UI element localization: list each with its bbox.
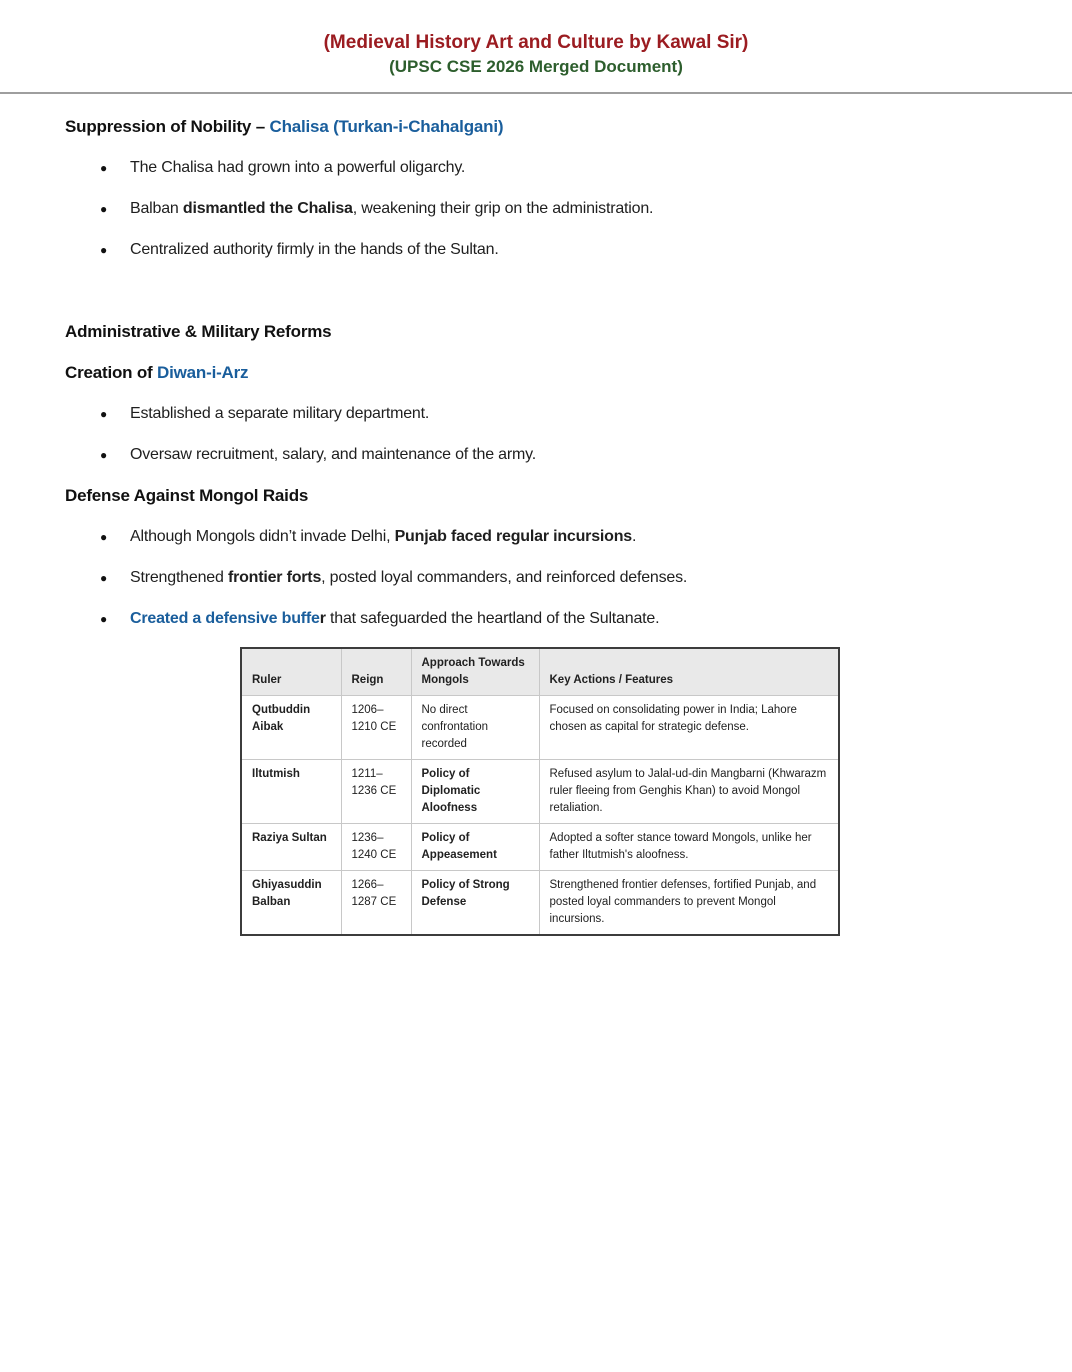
bullet-icon: ●: [100, 447, 108, 462]
doc-body: [0, 94, 1072, 936]
cell-actions: Strengthened frontier defenses, fortified Punjab, and posted loyal commanders to prevent Mongol incursions.: [539, 871, 839, 936]
section-heading-administrative-military-reforms: Administrative & Military Reforms: [65, 321, 332, 341]
list-item-text: [130, 200, 653, 218]
cell-actions: Adopted a softer stance toward Mongols, unlike her father Iltutmish's aloofness.: [539, 824, 839, 871]
list-item-text: [130, 528, 636, 546]
cell-reign: 1236–1240 CE: [341, 824, 411, 871]
cell-reign: 1206–1210 CE: [341, 696, 411, 760]
heading-text: Suppression of Nobility –: [65, 116, 270, 136]
column-header-ruler: Ruler: [241, 648, 341, 696]
table-row: [241, 760, 839, 824]
bullet-icon: ●: [100, 406, 108, 421]
bullet-icon: ●: [100, 160, 108, 175]
text-segment-bold: dismantled the Chalisa: [182, 199, 353, 217]
text-segment-bold: r: [319, 609, 326, 627]
doc-subtitle: (UPSC CSE 2026 Merged Document): [389, 57, 683, 76]
list-item: [65, 598, 1012, 639]
column-header-approach: Approach Towards Mongols: [411, 648, 539, 696]
table-row: [241, 824, 839, 871]
doc-header: [0, 0, 1072, 78]
cell-approach: Policy of Strong Defense: [411, 871, 539, 936]
cell-reign: 1266–1287 CE: [341, 871, 411, 936]
list-item: [65, 229, 1012, 270]
text-segment: Balban: [130, 199, 183, 217]
table-header-row: [241, 648, 839, 696]
doc-title: (Medieval History Art and Culture by Kawal Sir): [323, 32, 749, 53]
column-header-key-actions: Key Actions / Features: [539, 648, 839, 696]
blank-line: [65, 270, 1012, 311]
bullet-icon: ●: [100, 201, 108, 216]
cell-ruler: Ghiyasuddin Balban: [241, 871, 341, 936]
cell-approach: No direct confrontation recorded: [411, 696, 539, 760]
bullet-icon: ●: [100, 529, 108, 544]
list-item: [65, 393, 1012, 434]
list-item: [65, 434, 1012, 475]
text-segment: that safeguarded the heartland of the Sultanate.: [325, 609, 660, 627]
mongol-policy-table-container: [240, 647, 1012, 936]
text-segment: Strengthened: [130, 568, 228, 586]
list-item-text: Established a separate military department.: [130, 404, 430, 422]
text-segment: , posted loyal commanders, and reinforced defenses.: [321, 568, 688, 586]
list-item-text: Centralized authority firmly in the hands of the Sultan.: [130, 240, 499, 258]
bullet-icon: ●: [100, 611, 108, 626]
subsection-heading-creation-of-diwan-i-arz: [65, 352, 1012, 393]
text-segment-blue-bold: Created a defensive buffe: [130, 609, 320, 627]
list-item-text: [130, 569, 687, 587]
cell-actions: Refused asylum to Jalal-ud-din Mangbarni (Khwarazm ruler fleeing from Genghis Khan) to avoid Mongol retaliation.: [539, 760, 839, 824]
column-header-reign: Reign: [341, 648, 411, 696]
heading-text: Creation of: [65, 362, 158, 382]
list-item-text: [130, 610, 659, 628]
list-item: [65, 188, 1012, 229]
cell-ruler: Qutbuddin Aibak: [241, 696, 341, 760]
cell-approach: Policy of Diplomatic Aloofness: [411, 760, 539, 824]
text-segment: Although Mongols didn’t invade Delhi,: [130, 527, 395, 545]
text-segment-bold: Punjab faced regular incursions: [394, 527, 632, 545]
cell-actions: Focused on consolidating power in India; Lahore chosen as capital for strategic defense.: [539, 696, 839, 760]
section-heading-defense-against-mongol-raids: Defense Against Mongol Raids: [65, 485, 309, 505]
list-item-text: Oversaw recruitment, salary, and maintenance of the army.: [130, 445, 536, 463]
heading-emphasis-chalisa: Chalisa (Turkan-i-Chahalgani): [269, 116, 504, 136]
list-item-text: The Chalisa had grown into a powerful oligarchy.: [130, 158, 466, 176]
cell-approach: Policy of Appeasement: [411, 824, 539, 871]
bullet-icon: ●: [100, 242, 108, 257]
text-segment-bold: frontier forts: [227, 568, 322, 586]
table-row: [241, 696, 839, 760]
text-segment: , weakening their grip on the administration.: [352, 199, 654, 217]
cell-reign: 1211–1236 CE: [341, 760, 411, 824]
section-heading-suppression-of-nobility: [65, 106, 1012, 147]
cell-ruler: Iltutmish: [241, 760, 341, 824]
heading-emphasis-diwan-i-arz: Diwan-i-Arz: [157, 362, 249, 382]
bullet-icon: ●: [100, 570, 108, 585]
list-item: [65, 516, 1012, 557]
list-item: [65, 557, 1012, 598]
table-row: [241, 871, 839, 936]
list-item: [65, 147, 1012, 188]
mongol-policy-table: [240, 647, 840, 936]
text-segment: .: [632, 527, 637, 545]
cell-ruler: Raziya Sultan: [241, 824, 341, 871]
